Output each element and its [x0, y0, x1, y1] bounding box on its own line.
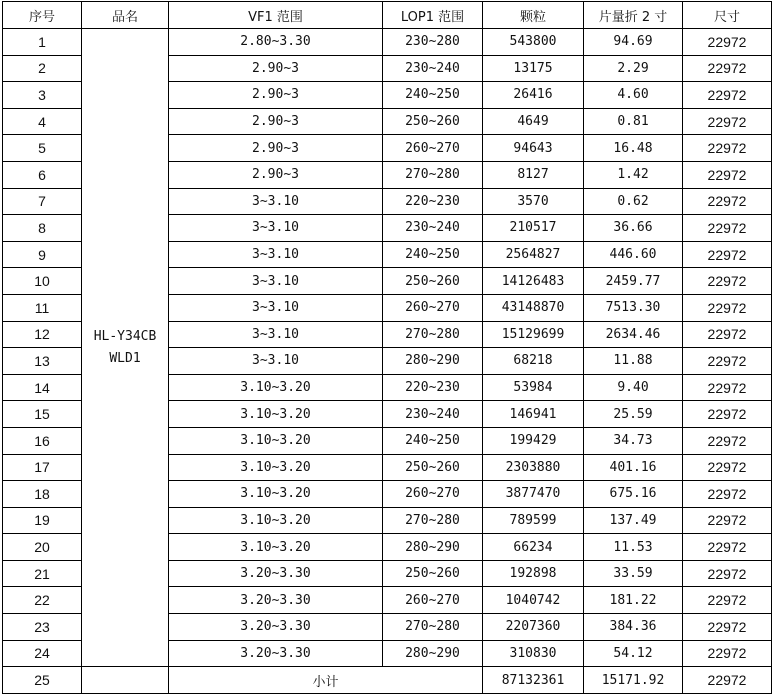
lop1-range-cell: 270~280 [383, 161, 483, 188]
wafer-2in-cell: 0.62 [584, 188, 683, 215]
vf1-range-cell: 2.90~3 [169, 161, 383, 188]
wafer-2in-cell: 36.66 [584, 215, 683, 242]
lop1-range-cell: 270~280 [383, 507, 483, 534]
size-cell: 22972 [683, 374, 772, 401]
vf1-range-cell: 3~3.10 [169, 321, 383, 348]
row-index: 18 [3, 481, 82, 508]
vf1-range-cell: 2.90~3 [169, 108, 383, 135]
lop1-range-cell: 270~280 [383, 614, 483, 641]
grains-cell: 543800 [483, 29, 584, 56]
row-index: 8 [3, 215, 82, 242]
vf1-range-cell: 3~3.10 [169, 348, 383, 375]
wafer-2in-cell: 25.59 [584, 401, 683, 428]
vf1-range-cell: 3.10~3.20 [169, 427, 383, 454]
vf1-range-cell: 3~3.10 [169, 268, 383, 295]
row-index: 21 [3, 560, 82, 587]
table-body [3, 29, 772, 694]
size-cell: 22972 [683, 348, 772, 375]
lop1-range-cell: 260~270 [383, 587, 483, 614]
row-index: 13 [3, 348, 82, 375]
data-table [2, 1, 772, 694]
wafer-2in-cell: 401.16 [584, 454, 683, 481]
vf1-range-cell: 3~3.10 [169, 241, 383, 268]
wafer-2in-cell: 137.49 [584, 507, 683, 534]
vf1-range-cell: 3.20~3.30 [169, 587, 383, 614]
lop1-range-cell: 230~240 [383, 55, 483, 82]
grains-cell: 210517 [483, 215, 584, 242]
subtotal-index: 25 [3, 667, 82, 694]
size-cell: 22972 [683, 55, 772, 82]
size-cell: 22972 [683, 82, 772, 109]
vf1-range-cell: 3.10~3.20 [169, 454, 383, 481]
vf1-range-cell: 3.20~3.30 [169, 560, 383, 587]
vf1-range-cell: 2.90~3 [169, 135, 383, 162]
size-cell: 22972 [683, 454, 772, 481]
grains-cell: 4649 [483, 108, 584, 135]
row-index: 12 [3, 321, 82, 348]
lop1-range-cell: 280~290 [383, 348, 483, 375]
wafer-2in-cell: 675.16 [584, 481, 683, 508]
row-index: 24 [3, 640, 82, 667]
grains-cell: 3877470 [483, 481, 584, 508]
vf1-range-cell: 3.10~3.20 [169, 374, 383, 401]
lop1-range-cell: 250~260 [383, 268, 483, 295]
table-row [3, 29, 772, 56]
grains-cell: 14126483 [483, 268, 584, 295]
lop1-range-cell: 280~290 [383, 640, 483, 667]
size-cell: 22972 [683, 108, 772, 135]
grains-cell: 3570 [483, 188, 584, 215]
row-index: 16 [3, 427, 82, 454]
wafer-2in-cell: 9.40 [584, 374, 683, 401]
row-index: 4 [3, 108, 82, 135]
grains-cell: 68218 [483, 348, 584, 375]
size-cell: 22972 [683, 215, 772, 242]
size-cell: 22972 [683, 161, 772, 188]
header-size: 尺寸 [683, 2, 772, 29]
header-grains: 颗粒 [483, 2, 584, 29]
row-index: 17 [3, 454, 82, 481]
row-index: 14 [3, 374, 82, 401]
row-index: 15 [3, 401, 82, 428]
header-lop1-range: LOP1 范围 [383, 2, 483, 29]
grains-cell: 199429 [483, 427, 584, 454]
subtotal-blank-cell [82, 667, 169, 694]
vf1-range-cell: 2.80~3.30 [169, 29, 383, 56]
size-cell: 22972 [683, 401, 772, 428]
row-index: 22 [3, 587, 82, 614]
grains-cell: 53984 [483, 374, 584, 401]
size-cell: 22972 [683, 614, 772, 641]
row-index: 23 [3, 614, 82, 641]
lop1-range-cell: 230~280 [383, 29, 483, 56]
grains-cell: 43148870 [483, 294, 584, 321]
vf1-range-cell: 3.10~3.20 [169, 534, 383, 561]
size-cell: 22972 [683, 587, 772, 614]
grains-cell: 15129699 [483, 321, 584, 348]
row-index: 19 [3, 507, 82, 534]
wafer-2in-cell: 2.29 [584, 55, 683, 82]
lop1-range-cell: 280~290 [383, 534, 483, 561]
size-cell: 22972 [683, 294, 772, 321]
lop1-range-cell: 270~280 [383, 321, 483, 348]
wafer-2in-cell: 384.36 [584, 614, 683, 641]
grains-cell: 2564827 [483, 241, 584, 268]
vf1-range-cell: 3~3.10 [169, 215, 383, 242]
lop1-range-cell: 240~250 [383, 427, 483, 454]
grains-cell: 310830 [483, 640, 584, 667]
wafer-2in-cell: 16.48 [584, 135, 683, 162]
grains-cell: 2303880 [483, 454, 584, 481]
header-product: 品名 [82, 2, 169, 29]
wafer-2in-cell: 34.73 [584, 427, 683, 454]
lop1-range-cell: 250~260 [383, 108, 483, 135]
lop1-range-cell: 230~240 [383, 215, 483, 242]
vf1-range-cell: 3.20~3.30 [169, 614, 383, 641]
row-index: 9 [3, 241, 82, 268]
lop1-range-cell: 250~260 [383, 560, 483, 587]
lop1-range-cell: 220~230 [383, 188, 483, 215]
size-cell: 22972 [683, 135, 772, 162]
wafer-2in-cell: 181.22 [584, 587, 683, 614]
size-cell: 22972 [683, 241, 772, 268]
size-cell: 22972 [683, 268, 772, 295]
grains-cell: 94643 [483, 135, 584, 162]
grains-cell: 26416 [483, 82, 584, 109]
subtotal-wafer-2in: 15171.92 [584, 667, 683, 694]
grains-cell: 66234 [483, 534, 584, 561]
size-cell: 22972 [683, 29, 772, 56]
wafer-2in-cell: 11.53 [584, 534, 683, 561]
lop1-range-cell: 250~260 [383, 454, 483, 481]
wafer-2in-cell: 446.60 [584, 241, 683, 268]
wafer-2in-cell: 1.42 [584, 161, 683, 188]
product-name-line-1: HL-Y34CB [93, 328, 157, 344]
lop1-range-cell: 240~250 [383, 82, 483, 109]
subtotal-row [3, 667, 772, 694]
size-cell: 22972 [683, 640, 772, 667]
lop1-range-cell: 260~270 [383, 294, 483, 321]
size-cell: 22972 [683, 507, 772, 534]
row-index: 10 [3, 268, 82, 295]
wafer-2in-cell: 4.60 [584, 82, 683, 109]
product-name-line-2: WLD1 [109, 350, 141, 366]
grains-cell: 789599 [483, 507, 584, 534]
vf1-range-cell: 3.10~3.20 [169, 401, 383, 428]
wafer-2in-cell: 33.59 [584, 560, 683, 587]
subtotal-grains: 87132361 [483, 667, 584, 694]
wafer-2in-cell: 0.81 [584, 108, 683, 135]
header-vf1-range: VF1 范围 [169, 2, 383, 29]
size-cell: 22972 [683, 321, 772, 348]
size-cell: 22972 [683, 481, 772, 508]
size-cell: 22972 [683, 427, 772, 454]
vf1-range-cell: 3.10~3.20 [169, 481, 383, 508]
row-index: 5 [3, 135, 82, 162]
wafer-2in-cell: 2459.77 [584, 268, 683, 295]
vf1-range-cell: 3.10~3.20 [169, 507, 383, 534]
vf1-range-cell: 3.20~3.30 [169, 640, 383, 667]
vf1-range-cell: 3~3.10 [169, 188, 383, 215]
grains-cell: 8127 [483, 161, 584, 188]
product-name-cell [82, 29, 169, 667]
table-header [3, 2, 772, 29]
row-index: 20 [3, 534, 82, 561]
row-index: 3 [3, 82, 82, 109]
vf1-range-cell: 2.90~3 [169, 82, 383, 109]
row-index: 6 [3, 161, 82, 188]
row-index: 2 [3, 55, 82, 82]
size-cell: 22972 [683, 534, 772, 561]
lop1-range-cell: 260~270 [383, 481, 483, 508]
lop1-range-cell: 240~250 [383, 241, 483, 268]
lop1-range-cell: 220~230 [383, 374, 483, 401]
wafer-2in-cell: 54.12 [584, 640, 683, 667]
subtotal-size: 22972 [683, 667, 772, 694]
subtotal-label: 小计 [169, 667, 483, 694]
wafer-2in-cell: 7513.30 [584, 294, 683, 321]
grains-cell: 13175 [483, 55, 584, 82]
size-cell: 22972 [683, 188, 772, 215]
lop1-range-cell: 230~240 [383, 401, 483, 428]
grains-cell: 146941 [483, 401, 584, 428]
size-cell: 22972 [683, 560, 772, 587]
vf1-range-cell: 2.90~3 [169, 55, 383, 82]
grains-cell: 1040742 [483, 587, 584, 614]
row-index: 1 [3, 29, 82, 56]
row-index: 7 [3, 188, 82, 215]
grains-cell: 192898 [483, 560, 584, 587]
vf1-range-cell: 3~3.10 [169, 294, 383, 321]
wafer-2in-cell: 94.69 [584, 29, 683, 56]
row-index: 11 [3, 294, 82, 321]
wafer-2in-cell: 2634.46 [584, 321, 683, 348]
header-wafer-2in: 片量折 2 寸 [584, 2, 683, 29]
grains-cell: 2207360 [483, 614, 584, 641]
header-index: 序号 [3, 2, 82, 29]
header-row [3, 2, 772, 29]
wafer-2in-cell: 11.88 [584, 348, 683, 375]
lop1-range-cell: 260~270 [383, 135, 483, 162]
